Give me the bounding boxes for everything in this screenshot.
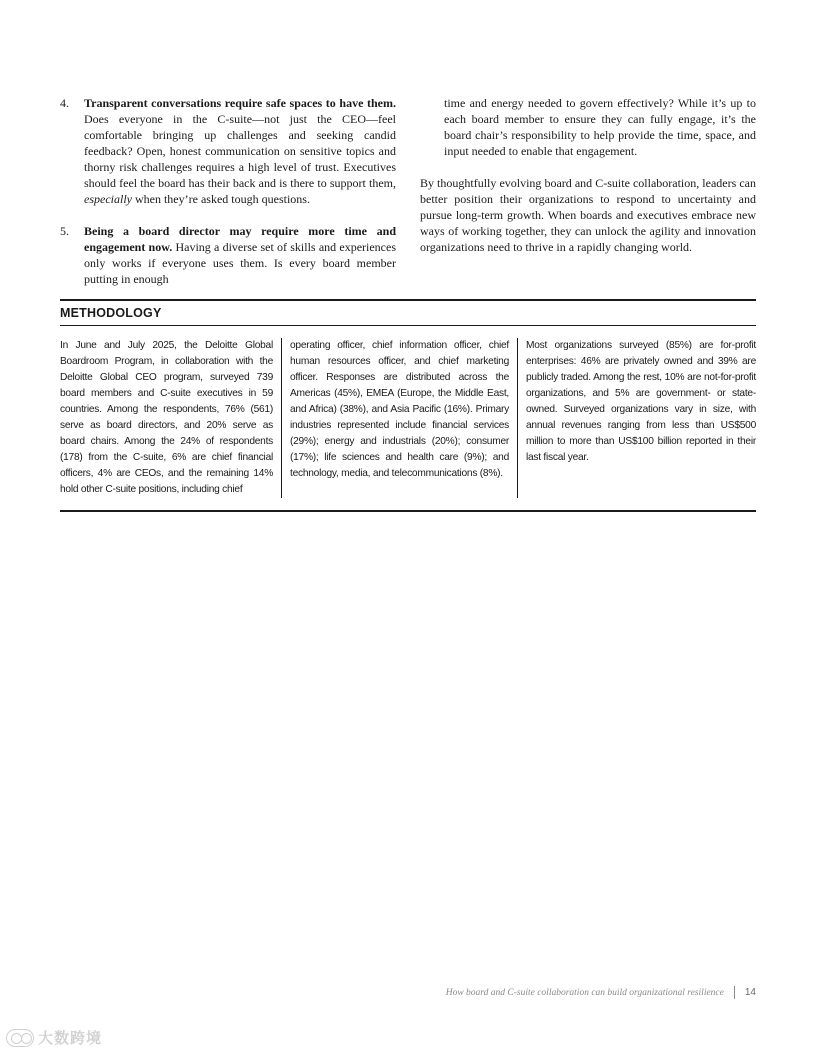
list-item-body: Having a diverse set of skills and experiences only works if everyone uses them. Is every board member putting in enough [84, 240, 397, 286]
watermark-logo-icon [6, 1029, 34, 1047]
list-item-continuation: time and energy needed to govern effectively? While it’s up to each board member to ensure they can fully engage, it’s the board chair’s responsibility to help provide the time, space, and input needed to enable that engagement. [444, 96, 756, 158]
body-text [60, 95, 756, 287]
methodology-box [60, 299, 756, 512]
list-item-heading: Transparent conversations require safe spaces to have them. [84, 96, 396, 110]
footer-title: How board and C-suite collaboration can build organizational resilience [445, 987, 724, 998]
list-item-heading: Being a board director may require more time and engagement now. [84, 224, 396, 254]
page-footer [446, 986, 756, 999]
list-item-body-b: when they’re asked tough questions. [131, 192, 310, 206]
list-item-body-a: Does everyone in the C-suite—not just the CEO—feel comfortable bringing up challenges and seeking candid feedback? Open, honest communication on sensitive topics and thorny risk challenges requires a high level of trust. Executives should feel the board has their back and is there to support them, [84, 112, 396, 190]
watermark [6, 1027, 102, 1048]
footer-divider [734, 986, 735, 999]
body-column-right [420, 95, 756, 287]
page-number: 14 [744, 987, 756, 998]
list-number: 4. [60, 96, 69, 110]
list-item-text [84, 95, 396, 207]
body-column-left [60, 95, 396, 287]
methodology-columns [60, 338, 756, 498]
list-item [60, 223, 396, 287]
watermark-text: 大数跨境 [38, 1029, 103, 1047]
list-item-text [84, 223, 396, 287]
methodology-column-1: In June and July 2025, the Deloitte Global Boardroom Program, in collaboration with the Deloitte Global CEO program, surveyed 739 board members and C-suite executives in 59 countries. Among the respondents, 76% (561) serve as board directors, and 20% serve as board chairs. Among the 24% of respondents (178) from the C-suite, 6% are chief financial officers, 4% are CEOs, and the remaining 14% hold other C-suite positions, including chief [60, 338, 282, 498]
list-number: 5. [60, 224, 69, 238]
methodology-column-2: operating officer, chief information officer, chief human resources officer, and chief marketing officer. Responses are distributed across the Americas (45%), EMEA (Europe, the Middle East, and Africa) (38%), and Asia Pacific (16%). Primary industries represented include financial services (29%); energy and industrials (20%); consumer (17%); life sciences and health care (9%); and technology, media, and telecommunications (8%). [282, 338, 518, 498]
list-item-emphasis: especially [84, 192, 132, 206]
methodology-column-3: Most organizations surveyed (85%) are for-profit enterprises: 46% are privately owned and 39% are publicly traded. Among the rest, 10% are not-for-profit organizations, and 5% are government- or state-owned. Surveyed organizations vary in size, with annual revenues ranging from less than US$500 million to more than US$100 billion reported in their last fiscal year. [526, 340, 756, 463]
methodology-title: METHODOLOGY [60, 301, 756, 326]
list-item [60, 95, 396, 207]
closing-paragraph: By thoughtfully evolving board and C-suite collaboration, leaders can better position their organizations to respond to uncertainty and pursue long-term growth. When boards and executives embrace new ways of working together, they can unlock the agility and innovation organizations need to thrive in a rapidly changing world. [420, 176, 756, 254]
